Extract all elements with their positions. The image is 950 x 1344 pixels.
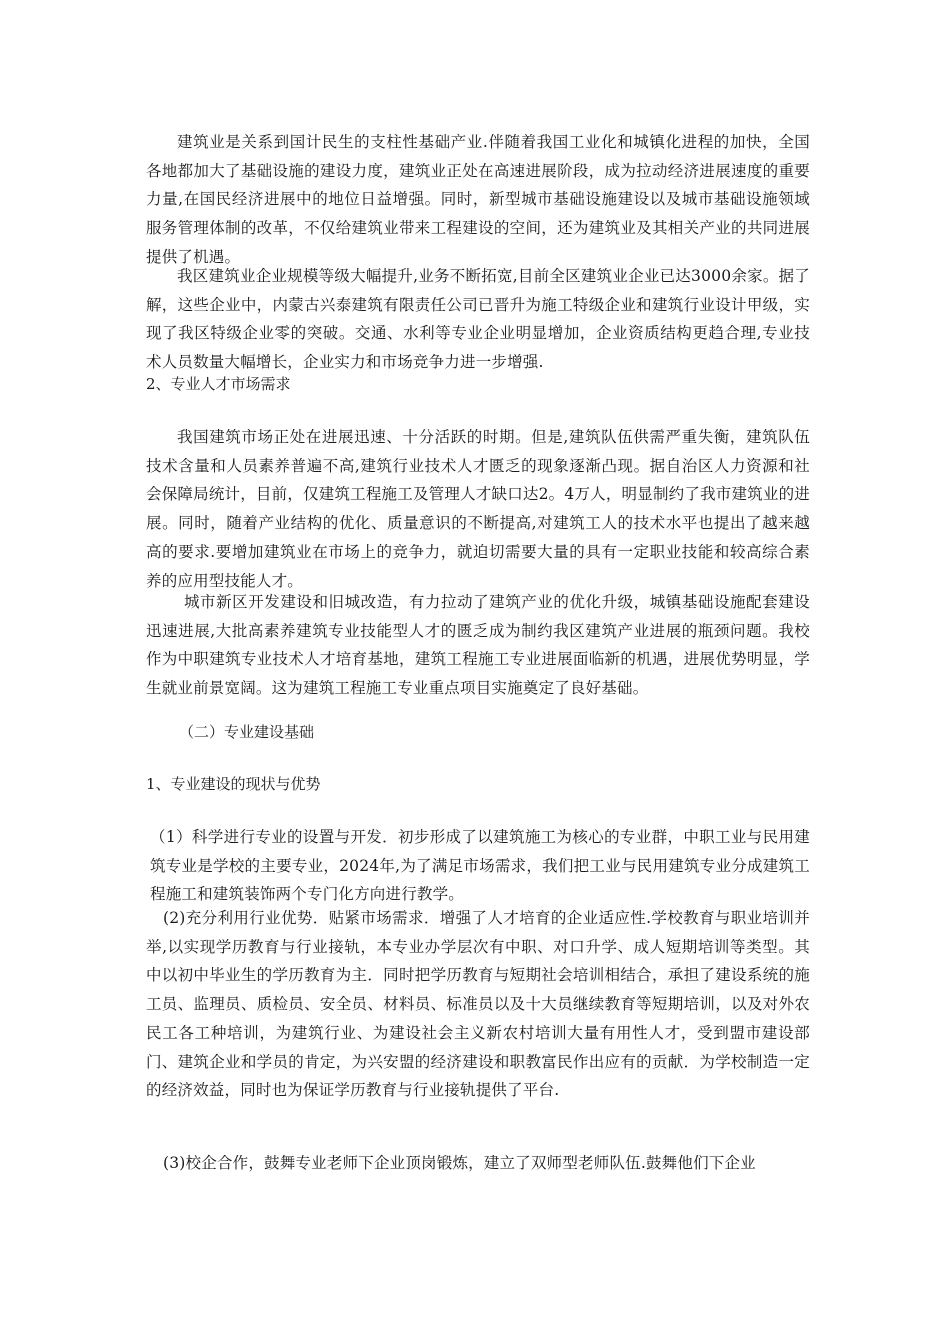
paragraph-talent-shortage: 我国建筑市场正处在进展迅速、十分活跃的时期。但是,建筑队伍供需严重失衡，建筑队伍技术含量和人员素养普遍不高,建筑行业技术人才匮乏的现象逐渐凸现。据自治区人力资源和社会保障局统计，目前，仅建筑工程施工及管理人才缺口达2。4万人，明显制约了我市建筑业的进展。同时，随着产业结构的优化、质量意识的不断提高,对建筑工人的技术水平也提出了越来越高的要求.要增加建筑业在市场上的竞争力，就迫切需要大量的具有一定职业技能和较高综合素养的应用型技能人才。 xyxy=(146,428,810,590)
heading-status-and-advantages: 1、专业建设的现状与优势 xyxy=(146,775,321,793)
paragraph-item-2-industry-advantage: (2)充分利用行业优势．贴紧市场需求．增强了人才培育的企业适应性.学校教育与职业培训并举,以实现学历教育与行业接轨，本专业办学层次有中职、对口升学、成人短期培训等类型。其中以初中毕业生的学历教育为主．同时把学历教育与短期社会培训相结合，承担了建设系统的施工员、监理员、质检员、安全员、材料员、标准员以及十大员继续教育等短期培训，以及对外农民工各工种培训，为建筑行业、为建设社会主义新农村培训大量有用性人才，受到盟市建设部门、建筑企业和学员的肯定，为兴安盟的经济建设和职教富民作出应有的贡献．为学校制造一定的经济效益，同时也为保证学历教育与行业接轨提供了平台. xyxy=(146,909,810,1100)
heading-specialty-foundation: （二）专业建设基础 xyxy=(179,723,315,741)
paragraph-construction-industry-intro: 建筑业是关系到国计民生的支柱性基础产业.伴随着我国工业化和城镇化进程的加快，全国各地都加大了基础设施的建设力度，建筑业正处在高速进展阶段，成为拉动经济进展速度的重要力量,在国民经济进展中的地位日益增强。同时，新型城市基础设施建设以及城市基础设施领域服务管理体制的改革，不仅给建筑业带来工程建设的空间，还为建筑业及其相关产业的共同进展提供了机遇。 xyxy=(146,133,810,266)
heading-talent-market-demand: 2、专业人才市场需求 xyxy=(146,375,291,393)
paragraph-item-3-school-enterprise: (3)校企合作，鼓舞专业老师下企业顶岗锻炼，建立了双师型老师队伍.鼓舞他们下企业 xyxy=(163,1154,756,1172)
paragraph-urban-development: 城市新区开发建设和旧城改造，有力拉动了建筑产业的优化升级，城镇基础设施配套建设迅速进展,大批高素养建筑专业技能型人才的匮乏成为制约我区建筑产业进展的瓶颈问题。我校作为中职建筑专业技术人才培育基地，建筑工程施工专业进展面临新的机遇，进展优势明显，学生就业前景宽阔。这为建筑工程施工专业重点项目实施奠定了良好基础。 xyxy=(146,593,810,698)
paragraph-item-1-specialty-setup: （1）科学进行专业的设置与开发．初步形成了以建筑施工为核心的专业群，中职工业与民用建筑专业是学校的主要专业，2024年,为了满足市场需求，我们把工业与民用建筑专业分成建筑工程施工和建筑装饰两个专门化方向进行教学。 xyxy=(150,828,810,904)
paragraph-regional-enterprise-scale: 我区建筑业企业规模等级大幅提升,业务不断拓宽,目前全区建筑业企业已达3000余家。据了解，这些企业中，内蒙古兴泰建筑有限责任公司已晋升为施工特级企业和建筑行业设计甲级，实现了我区特级企业零的突破。交通、水利等专业企业明显增加，企业资质结构更趋合理,专业技术人员数量大幅增长，企业实力和市场竞争力进一步增强. xyxy=(146,267,810,372)
